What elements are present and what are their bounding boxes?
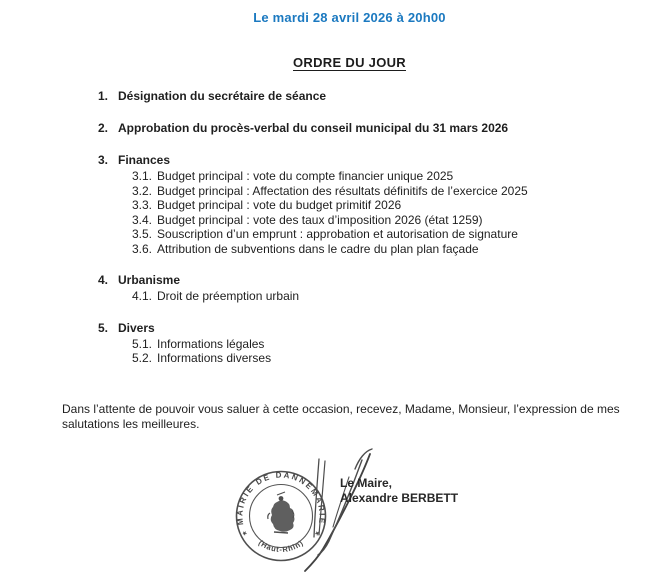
item-title: Désignation du secrétaire de séance bbox=[118, 89, 327, 103]
item-number: 1. bbox=[98, 89, 109, 103]
sub-item-number: 3.3. bbox=[132, 198, 153, 212]
closing-paragraph: Dans l’attente de pouvoir vous saluer à cette occasion, recevez, Madame, Monsieur, l’expression de mes salutations les meilleures. bbox=[62, 401, 620, 431]
sub-item-list bbox=[132, 169, 669, 256]
item-title: Urbanisme bbox=[118, 273, 181, 287]
document-title: ORDRE DU JOUR bbox=[293, 55, 406, 70]
sub-item-number: 3.2. bbox=[132, 183, 153, 198]
signatory-block bbox=[340, 476, 458, 505]
seal-star-right: * bbox=[310, 529, 321, 541]
item-title: Finances bbox=[118, 153, 171, 167]
sub-item-text: Attribution de subventions dans le cadre du plan plan façade bbox=[157, 241, 479, 256]
sub-item-number: 3.4. bbox=[132, 212, 153, 227]
agenda-item-4 bbox=[98, 273, 669, 304]
agenda-item-row bbox=[98, 89, 669, 104]
sub-item bbox=[132, 169, 669, 184]
seal-bottom-text: (Haut-Rhin) bbox=[256, 538, 306, 555]
sub-item-number: 5.2. bbox=[132, 351, 153, 365]
signatory-role: Le Maire, bbox=[340, 476, 393, 490]
sub-item-text: Budget principal : vote du budget primitif 2026 bbox=[157, 198, 402, 212]
handwritten-signature bbox=[293, 447, 381, 575]
item-title: Divers bbox=[118, 320, 155, 335]
signatory-name: Alexandre BERBETT bbox=[340, 490, 459, 505]
item-number: 4. bbox=[98, 273, 109, 287]
agenda-item-row bbox=[98, 273, 669, 288]
agenda-item-3 bbox=[98, 153, 669, 256]
sub-item bbox=[132, 213, 669, 228]
sub-item bbox=[132, 337, 669, 352]
item-title: Approbation du procès-verbal du conseil municipal du 31 mars 2026 bbox=[118, 121, 509, 135]
sub-item-text: Droit de préemption urbain bbox=[157, 289, 300, 303]
sub-item-text: Budget principal : vote du compte financier unique 2025 bbox=[157, 169, 454, 183]
document-title-row bbox=[0, 54, 669, 72]
sub-item-text: Informations diverses bbox=[157, 351, 272, 365]
item-number: 3. bbox=[98, 153, 109, 167]
sub-item bbox=[132, 351, 669, 366]
agenda-item-1 bbox=[98, 89, 669, 104]
sub-item bbox=[132, 242, 669, 257]
sub-item-text: Informations légales bbox=[157, 336, 265, 351]
sub-item-number: 4.1. bbox=[132, 289, 153, 303]
sub-item-number: 3.5. bbox=[132, 227, 153, 241]
sub-item-number: 5.1. bbox=[132, 336, 153, 351]
sub-item-number: 3.1. bbox=[132, 169, 153, 183]
sub-item-number: 3.6. bbox=[132, 241, 153, 256]
meeting-datetime: Le mardi 28 avril 2026 à 20h00 bbox=[253, 10, 446, 25]
signature-area bbox=[0, 445, 669, 576]
agenda-item-5 bbox=[98, 321, 669, 366]
item-number: 5. bbox=[98, 320, 109, 335]
sub-item bbox=[132, 184, 669, 199]
signature-strokes bbox=[305, 449, 372, 571]
agenda-item-row bbox=[98, 153, 669, 168]
sub-item-list bbox=[132, 289, 669, 304]
sub-item-text: Souscription d’un emprunt : approbation et autorisation de signature bbox=[157, 227, 518, 241]
agenda-item-2 bbox=[98, 121, 669, 136]
agenda-list bbox=[98, 89, 669, 366]
sub-item-text: Budget principal : vote des taux d’imposition 2026 (état 1259) bbox=[157, 212, 483, 227]
sub-item bbox=[132, 227, 669, 242]
sub-item-list bbox=[132, 337, 669, 366]
seal-top-text: MAIRIE DE DANNEMARIE bbox=[235, 470, 327, 526]
sub-item bbox=[132, 289, 669, 304]
sub-item-text: Budget principal : Affectation des résultats définitifs de l’exercice 2025 bbox=[157, 183, 528, 198]
seal-star-left: * bbox=[241, 529, 252, 541]
agenda-item-row bbox=[98, 121, 669, 136]
agenda-item-row bbox=[98, 321, 669, 336]
item-number: 2. bbox=[98, 121, 109, 135]
seal-emblem-graphic bbox=[268, 492, 295, 533]
sub-item bbox=[132, 198, 669, 213]
